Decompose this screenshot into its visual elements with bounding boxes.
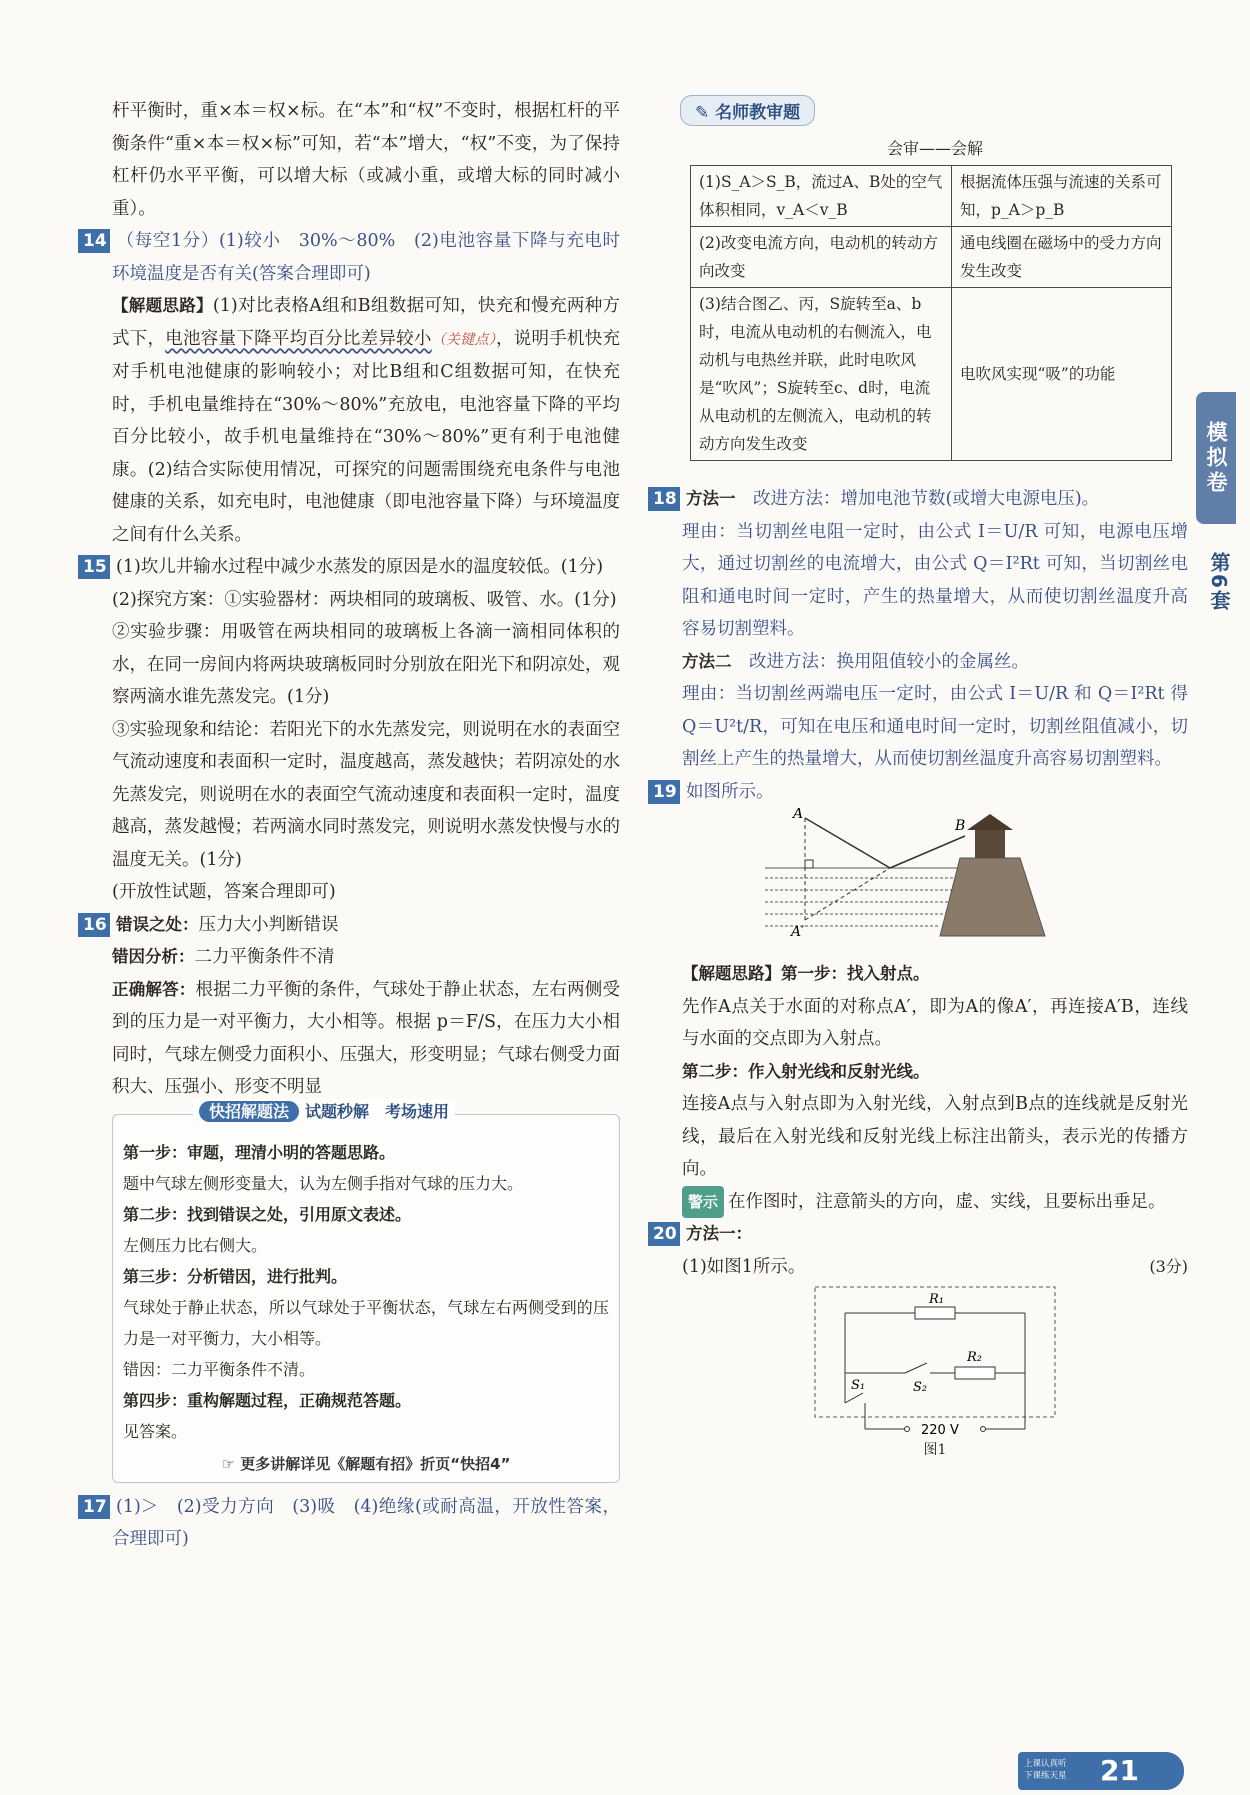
q16-correct-text: 根据二力平衡的条件，气球处于静止状态，左右两侧受到的压力是一对平衡力，大小相等。根据 p＝F/S，在压力大小相同时，气球左侧受力面积小、压强大，形变明显；气球右侧受力面积大、压强小、形变不明显	[112, 979, 621, 1097]
q19-think	[682, 958, 1188, 991]
teacher-title	[680, 95, 815, 126]
q16-correct-label: 正确解答：	[112, 979, 196, 999]
teacher-subtitle: 会审——会解	[886, 139, 983, 158]
q18-m1: 改进方法：增加电池节数(或增大电源电压)。	[753, 489, 1100, 509]
teacher-title-text: 名师教审题	[715, 103, 801, 123]
table-cell: 通电线圈在磁场中的受力方向发生改变	[952, 227, 1172, 288]
q16-err-label: 错误之处：	[116, 914, 199, 934]
q20-number: 20	[648, 1222, 680, 1246]
q18-m2-reason: 理由：当切割丝两端电压一定时，由公式 I＝U/R 和 Q＝I²Rt 得 Q＝U²t/R，可知在电压和通电时间一定时，切割丝阻值减小，切割丝上产生的热量增大，从而使切割丝温度升高容易切割塑料。	[682, 684, 1188, 769]
q15-line3: ②实验步骤：用吸管在两块相同的玻璃板上各滴一滴相同体积的水，在同一房间内将两块玻璃板同时分别放在阳光下和阴凉处，观察两滴水谁先蒸发完。(1分)	[112, 622, 620, 707]
q15-line1-text: (1)坎儿井输水过程中减少水蒸发的原因是水的温度较低。(1分)	[116, 557, 604, 577]
label-r2: R₂	[967, 1350, 982, 1365]
q14-answer	[83, 225, 620, 290]
q15-line2: (2)探究方案：①实验器材：两块相同的玻璃板、吸管、水。(1分)	[112, 589, 617, 610]
q19-step1-title: 第一步：找入射点。	[781, 964, 930, 983]
tips-line: 第四步：重构解题过程，正确规范答题。	[123, 1390, 412, 1410]
terminal-left	[905, 1427, 910, 1432]
teacher-header	[680, 95, 1188, 126]
q18-m1-label: 方法一	[686, 489, 736, 508]
table-row	[691, 166, 1172, 227]
table-row	[691, 288, 1172, 461]
tips-box	[112, 1101, 620, 1483]
q20-line1-text: (1)如图1所示。	[682, 1256, 806, 1277]
intro-text: 杆平衡时，重×本＝权×标。在“本”和“权”不变时，根据杠杆的平衡条件“重×本＝权×标”可知，若“本”增大，“权”不变，为了保持杠杆仍水平平衡，可以增大标（或减小重，或增大标的同时减小重）。	[112, 101, 620, 219]
table-cell: (3)结合图乙、丙，S旋转至a、b时，电流从电动机的右侧流入，电动机与电热丝并联，此时电吹风是“吹风”；S旋转至c、d时，电流从电动机的左侧流入，电动机的转动方向发生改变	[691, 288, 952, 461]
q14-answer-text: （每空1分）(1)较小 30%～80% (2)电池容量下降与充电时环境温度是否有关(答案合理即可)	[112, 231, 620, 284]
tips-line: 题中气球左侧形变量大，认为左侧手指对气球的压力大。	[123, 1173, 524, 1193]
q20-method	[653, 1218, 1188, 1251]
label-r1: R₁	[929, 1292, 944, 1307]
q19-step1: 先作A点关于水面的对称点A′，即为A的像A′，再连接A′B，连线与水面的交点即为入射点。	[682, 996, 1188, 1049]
q16-error	[83, 909, 620, 942]
side-tab: 模拟卷	[1196, 392, 1236, 524]
tips-line: 见答案。	[123, 1421, 188, 1441]
q18-m1-reason: 理由：当切割丝电阻一定时，由公式 I＝U/R 可知，电源电压增大，通过切割丝的电流增大，由公式 Q＝I²Rt 可知，当切割丝电阻和通电时间一定时，产生的热量增大，从而使切割丝温度升高容易切割塑料。	[682, 521, 1188, 639]
review-table	[690, 165, 1172, 461]
page-slogan	[1024, 1758, 1067, 1782]
q18-method2	[682, 646, 1188, 679]
tips-title: 快招解题法	[199, 1101, 299, 1122]
q14-think-wavy: 电池容量下降平均百分比差异较小	[165, 328, 432, 349]
water-lines	[765, 868, 965, 926]
q15-line5: (开放性试题，答案合理即可)	[112, 882, 336, 902]
q19-number: 19	[648, 780, 680, 804]
reflected-ray	[890, 836, 965, 868]
table-cell: (2)改变电流方向，电动机的转动方向改变	[691, 227, 952, 288]
mountain-icon	[940, 858, 1045, 936]
tips-badge	[193, 1099, 455, 1122]
q15-line4: ③实验现象和结论：若阳光下的水先蒸发完，则说明在水的表面空气流动速度和表面积一定时，温度越高，蒸发越快；若阴凉处的水先蒸发完，则说明在水的表面空气流动速度和表面积一定时，温度越高，蒸发越慢；若两滴水同时蒸发完，则说明水蒸发快慢与水的温度无关。(1分)	[112, 719, 620, 870]
tips-line: 左侧压力比右侧大。	[123, 1235, 268, 1255]
warning-badge: 警示	[682, 1186, 724, 1219]
q14-think-label: 【解题思路】	[112, 296, 213, 315]
resistor-r2	[955, 1367, 995, 1379]
q20-line1	[682, 1251, 1188, 1284]
q16-cause-label: 错因分析：	[112, 947, 195, 966]
q16-cause	[112, 941, 620, 974]
table-cell: 根据流体压强与流速的关系可知，p_A＞p_B	[952, 166, 1172, 227]
q19-step2-title: 第二步：作入射光线和反射光线。	[682, 1061, 930, 1081]
page-slogan-1: 上课认真听	[1024, 1759, 1067, 1769]
q18-m2-label: 方法二	[682, 651, 732, 671]
q18-number: 18	[648, 487, 680, 511]
q20-score: (3分)	[1149, 1256, 1188, 1276]
q14-think1: (1)对比表格A组和B组数据可知，快充和慢充两种方式下，	[112, 296, 620, 349]
tips-line: 第二步：找到错误之处，引用原文表述。	[123, 1204, 412, 1224]
circuit-figure	[805, 1283, 1065, 1443]
resistor-r1	[915, 1307, 955, 1319]
table-row	[691, 227, 1172, 288]
tips-line: 第三步：分析错因，进行批判。	[123, 1266, 348, 1286]
set-tab: 第6套	[1207, 552, 1231, 612]
label-s2: S₂	[913, 1380, 928, 1395]
q18-m2: 改进方法：换用阻值较小的金属丝。	[749, 651, 1029, 672]
q19-warn	[682, 1186, 1188, 1219]
tips-tag2: 考场速用	[385, 1101, 450, 1121]
tips-line: 气球处于静止状态，所以气球处于平衡状态，气球左右两侧受到的压力是一对平衡力，大小相等。	[123, 1297, 609, 1348]
tips-line: 第一步：审题，理清小明的答题思路。	[123, 1142, 396, 1162]
label-b: B	[955, 818, 966, 834]
terminal-right	[981, 1427, 986, 1432]
perpendicular-mark	[805, 860, 813, 868]
incident-ray	[805, 818, 890, 868]
label-a-prime: A′	[791, 924, 805, 940]
reflection-figure	[765, 808, 1105, 958]
label-s1: S₁	[851, 1378, 866, 1393]
q14-number: 14	[78, 229, 110, 253]
circuit-caption: 图1	[923, 1442, 947, 1458]
q16-err: 压力大小判断错误	[198, 914, 339, 935]
q18-method1	[653, 483, 1188, 516]
pagoda-icon	[975, 828, 1005, 858]
pagoda-roof-icon	[967, 814, 1013, 830]
q19-text	[653, 776, 1188, 809]
page-badge	[1018, 1752, 1184, 1790]
tips-footer	[123, 1453, 609, 1474]
q14-think	[112, 290, 620, 551]
q16-number: 16	[78, 913, 110, 937]
q15-line1	[83, 551, 620, 584]
q17-answer	[83, 1491, 620, 1556]
q19-answer: 如图所示。	[686, 781, 774, 802]
tips-tag1: 试题秒解	[305, 1101, 370, 1121]
q15-number: 15	[78, 555, 110, 579]
q17-number: 17	[78, 1495, 110, 1519]
table-cell: (1)S_A＞S_B，流过A、B处的空气体积相同，v_A＜v_B	[691, 166, 952, 227]
switch-s1	[845, 1393, 863, 1403]
q17-answer-text: (1)＞ (2)受力方向 (3)吸 (4)绝缘(或耐高温，开放性答案，合理即可)	[112, 1496, 620, 1549]
tips-footer-text: 更多讲解详见《解题有招》折页“快招4”	[240, 1454, 511, 1473]
right-column	[653, 95, 1188, 1459]
q14-think2: ，说明手机快充对手机电池健康的影响较小；对比B组和C组数据可知，在快充时，手机电量维持在“30%～80%”充放电，电池容量下降的平均百分比较小，故手机电量维持在“30%～80%”更有利于电池健康。(2)结合实际使用情况，可探究的问题需围绕充电条件与电池健康的关系，如充电时，电池健康（即电池容量下降）与环境温度之间有什么关系。	[112, 328, 621, 545]
teacher-icon: ✎	[695, 103, 716, 123]
page-slogan-2: 下课练天星	[1024, 1771, 1067, 1781]
q14-key-note: （关键点）	[431, 331, 496, 348]
pointing-hand-icon: ☞	[221, 1454, 236, 1473]
q19-step2: 连接A点与入射点即为入射光线，入射点到B点的连线就是反射光线，最后在入射光线和反射光线上标注出箭头，表示光的传播方向。	[682, 1094, 1188, 1179]
q16-correct	[112, 974, 620, 1104]
switch-s2	[905, 1363, 927, 1373]
label-a: A	[793, 808, 804, 822]
left-column	[83, 95, 621, 1556]
label-voltage: 220 V	[921, 1423, 959, 1438]
q19-think-label: 【解题思路】	[682, 964, 781, 983]
tips-line: 错因：二力平衡条件不清。	[123, 1359, 316, 1379]
page-number: 21	[1100, 1754, 1139, 1787]
table-cell: 电吹风实现“吸”的功能	[952, 288, 1172, 461]
virtual-ray	[805, 868, 890, 920]
q19-warn-text: 在作图时，注意箭头的方向，虚、实线，且要标出垂足。	[728, 1191, 1166, 1212]
q20-method-label: 方法一：	[686, 1224, 752, 1243]
q16-cause-text: 二力平衡条件不清	[194, 947, 335, 967]
